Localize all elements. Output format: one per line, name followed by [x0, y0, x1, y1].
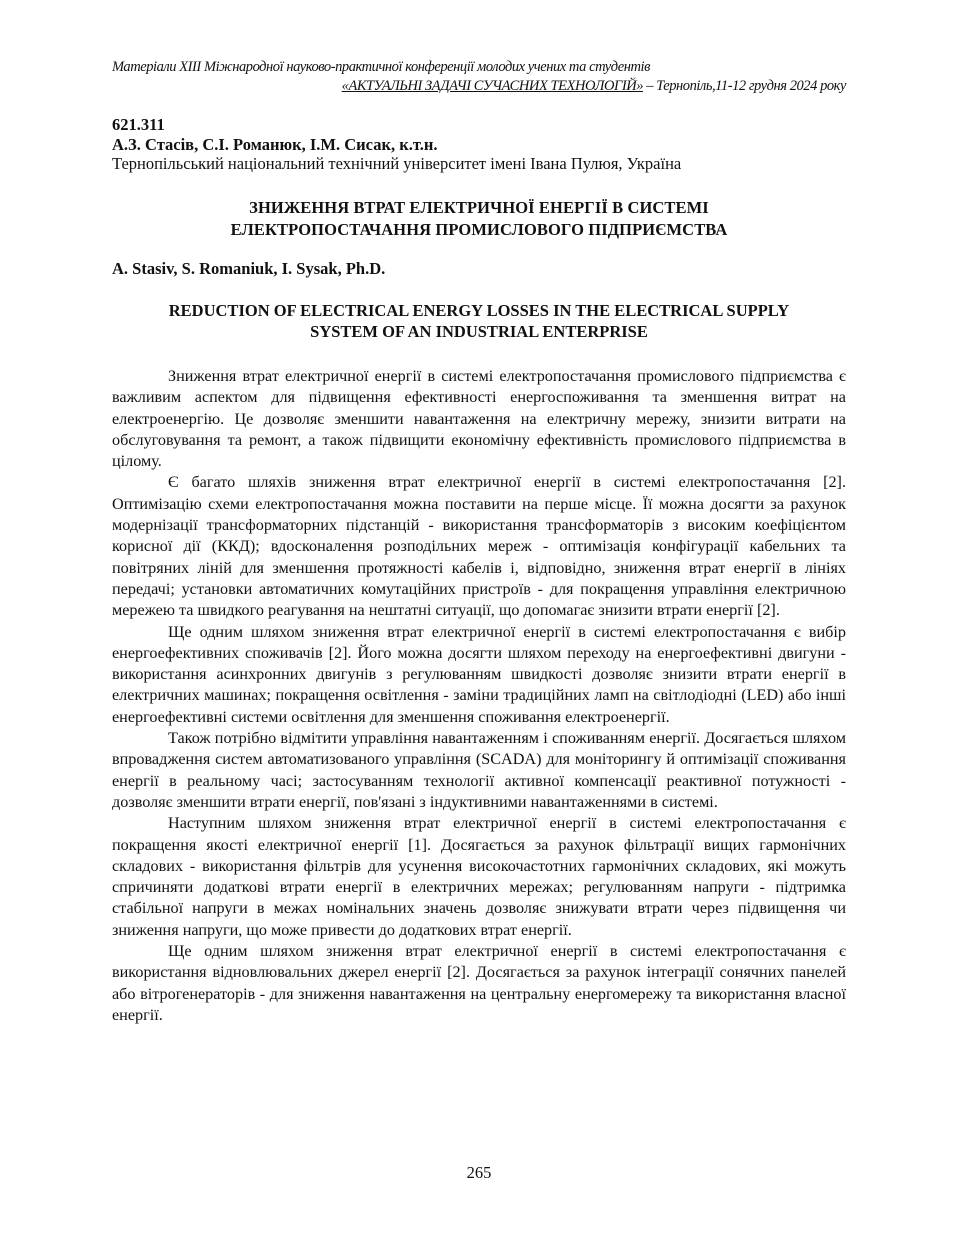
- title-ua-line2: ЕЛЕКТРОПОСТАЧАННЯ ПРОМИСЛОВОГО ПІДПРИЄМСТВА: [230, 220, 728, 239]
- paragraph-4: Також потрібно відмітити управління навантаженням і споживанням енергії. Досягається шляхом впровадження систем автоматизованого управління (SCADA) для моніторингу й оптимізації споживання енергії в реальному часі; застосуванням технології активної компенсації реактивної потужності - дозволяє зменшити втрати енергії, пов'язані з індуктивними навантаженнями в системі.: [112, 729, 846, 811]
- running-header-line1: Матеріали XIII Міжнародної науково-практичної конференції молодих учених та студентів: [112, 59, 650, 75]
- paragraph-6: Ще одним шляхом зниження втрат електричної енергії в системі електропостачання є використання відновлювальних джерел енергії [2]. Досягається за рахунок інтеграції сонячних панелей або вітрогенераторів - для зниження навантаження на центральну енергомережу та використання власної енергії.: [112, 942, 846, 1024]
- paragraph-5: Наступним шляхом зниження втрат електричної енергії в системі електропостачання є покращення якості електричної енергії [1]. Досягається за рахунок фільтрації вищих гармонічних складових - використання фільтрів для усунення високочастотних гармонічних складових, які можуть спричиняти додаткові втрати енергії в електричних мережах; регулюванням напруги - підтримка стабільної напруги в межах номінальних значень дозволяє знижувати втрати через підвищення чи зниження напруги, що може привести до додаткових втрат енергії.: [112, 814, 846, 939]
- title-en: [112, 301, 846, 342]
- affiliation: Тернопільський національний технічний університет імені Івана Пулюя, Україна: [112, 154, 682, 173]
- conference-title: «АКТУАЛЬНІ ЗАДАЧІ СУЧАСНИХ ТЕХНОЛОГІЙ»: [341, 78, 644, 94]
- authors-ua: А.З. Стасів, С.І. Романюк, І.М. Сисак, к.т.н.: [112, 134, 438, 154]
- title-ua-line1: ЗНИЖЕННЯ ВТРАТ ЕЛЕКТРИЧНОЇ ЕНЕРГІЇ В СИСТЕМІ: [249, 198, 709, 217]
- running-header: [112, 58, 846, 96]
- authors-en: A. Stasiv, S. Romaniuk, I. Sysak, Ph.D.: [112, 259, 386, 278]
- running-header-line2: [112, 77, 846, 96]
- article-header: [112, 115, 846, 174]
- title-en-line2: SYSTEM OF AN INDUSTRIAL ENTERPRISE: [310, 321, 648, 341]
- udc-code: 621.311: [112, 115, 165, 134]
- title-en-line1: REDUCTION OF ELECTRICAL ENERGY LOSSES IN THE ELECTRICAL SUPPLY: [168, 301, 790, 320]
- paragraph-1: Зниження втрат електричної енергії в системі електропостачання промислового підприємства є важливим аспектом для підвищення ефективності енергоспоживання та зменшення витрат на електроенергію. Це дозволяє зменшити навантаження на електричну мережу, знизити витрати на обслуговування та ремонт, а також підвищити економічну ефективність промислового підприємства в цілому.: [112, 367, 846, 471]
- article-body: [112, 366, 846, 1026]
- paragraph-2: Є багато шляхів зниження втрат електричної енергії в системі електропостачання [2]. Оптимізацію схеми електропостачання можна поставити на перше місце. Її можна досягти за рахунок модернізації трансформаторних підстанцій - використання трансформаторів з високим коефіцієнтом корисної дії (ККД); вдосконалення розподільних мереж - оптимізація конфігурації кабельних та повітряних ліній для зменшення протяжності кабелів і, відповідно, зниження втрат енергії в лініях передачі; установки автоматичних комутаційних пристроїв - для покращення управління електричною мережею та швидкого реагування на нештатні ситуації, що допомагає знизити втрати енергії [2].: [112, 473, 846, 620]
- conference-place-date: – Тернопіль,11-12 грудня 2024 року: [643, 78, 846, 94]
- paragraph-3: Ще одним шляхом зниження втрат електричної енергії в системі електропостачання є вибір енергоефективних споживачів [2]. Його можна досягти шляхом переходу на енергоефективні двигуни - використання асинхронних двигунів з регулюванням швидкості дозволяє знизити втрати енергії в електричних машинах; покращення освітлення - заміни традиційних ламп на світлодіодні (LED) або інші енергоефективні системи освітлення для зменшення споживання електроенергії.: [112, 622, 846, 726]
- title-ua: [112, 197, 846, 241]
- page-number: 265: [466, 1163, 492, 1182]
